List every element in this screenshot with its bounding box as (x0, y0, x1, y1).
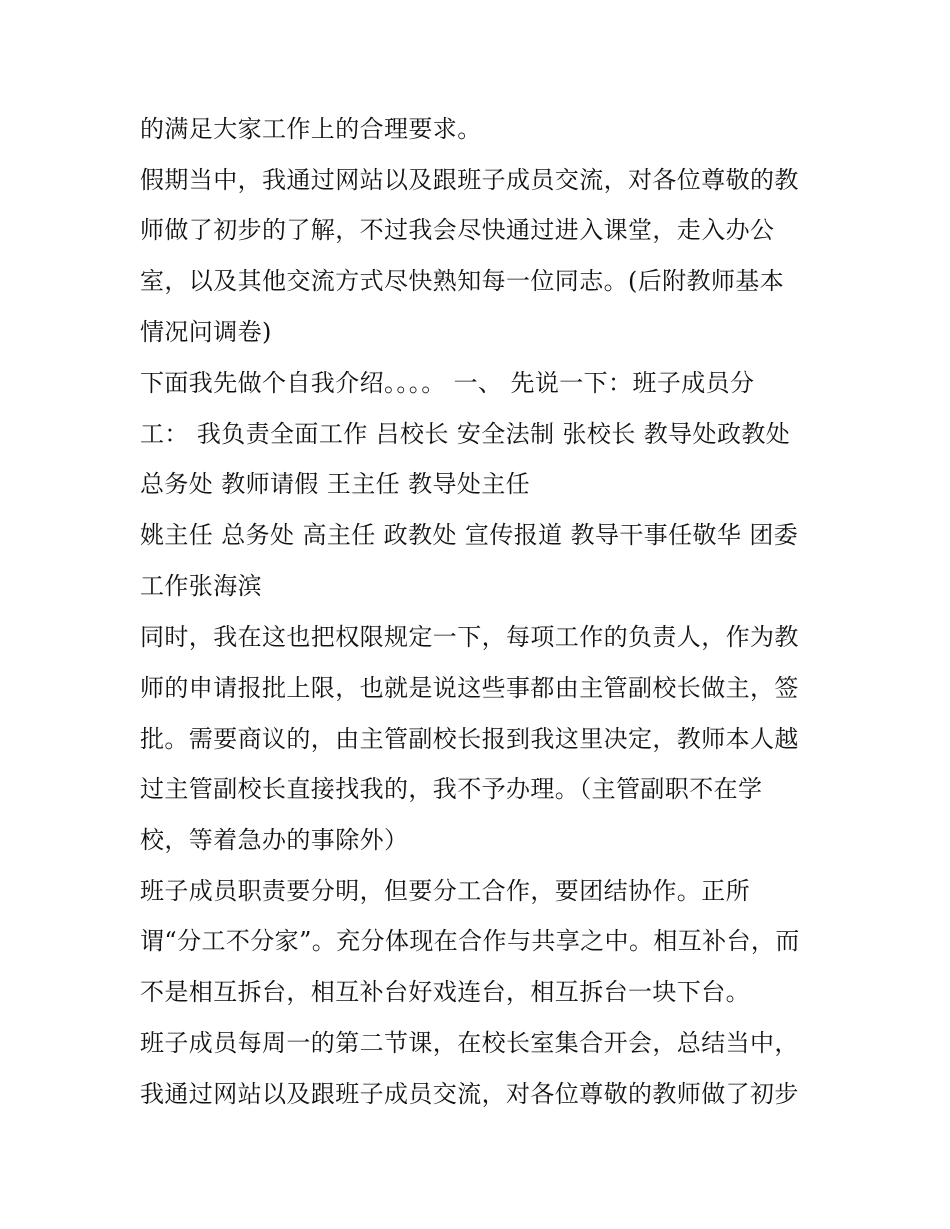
text-line: 班子成员职责要分明，但要分工合作，要团结协作。正所 (140, 877, 750, 905)
text-line: 师的申请报批上限，也就是说这些事都由主管副校长做主，签 (140, 674, 799, 702)
text-line: 班子成员每周一的第二节课，在校长室集合开会，总结当中， (140, 1029, 799, 1057)
text-line: 室，以及其他交流方式尽快熟知每一位同志。(后附教师基本 (140, 267, 785, 295)
text-line: 假期当中，我通过网站以及跟班子成员交流，对各位尊敬的教 (140, 166, 799, 194)
text-line: 的满足大家工作上的合理要求。 (140, 115, 482, 143)
text-line: 我通过网站以及跟班子成员交流，对各位尊敬的教师做了初步 (140, 1080, 799, 1108)
text-line: 总务处 教师请假 王主任 教导处主任 (140, 470, 531, 498)
text-line: 同时，我在这也把权限规定一下，每项工作的负责人，作为教 (140, 623, 799, 651)
text-line: 姚主任 总务处 高主任 政教处 宣传报道 教导干事任敬华 团委 (140, 521, 799, 549)
text-line: 工作张海滨 (140, 572, 262, 600)
text-line: 谓“分工不分家”。充分体现在合作与共享之中。相互补台，而 (140, 927, 800, 955)
text-line: 不是相互拆台，相互补台好戏连台，相互拆台一块下台。 (140, 978, 750, 1006)
text-line: 情况问调卷) (140, 318, 272, 346)
text-line: 下面我先做个自我介绍。。。。 一、 先说一下：班子成员分 (140, 369, 755, 397)
text-line: 批。需要商议的，由主管副校长报到我这里决定，教师本人越 (140, 725, 799, 753)
text-line: 工： 我负责全面工作 吕校长 安全法制 张校长 教导处政教处 (140, 420, 791, 448)
text-line: 校，等着急办的事除外） (140, 826, 409, 854)
text-line: 过主管副校长直接找我的，我不予办理。（主管副职不在学 (140, 775, 763, 803)
text-line: 师做了初步的了解，不过我会尽快通过进入课堂，走入办公 (140, 216, 775, 244)
